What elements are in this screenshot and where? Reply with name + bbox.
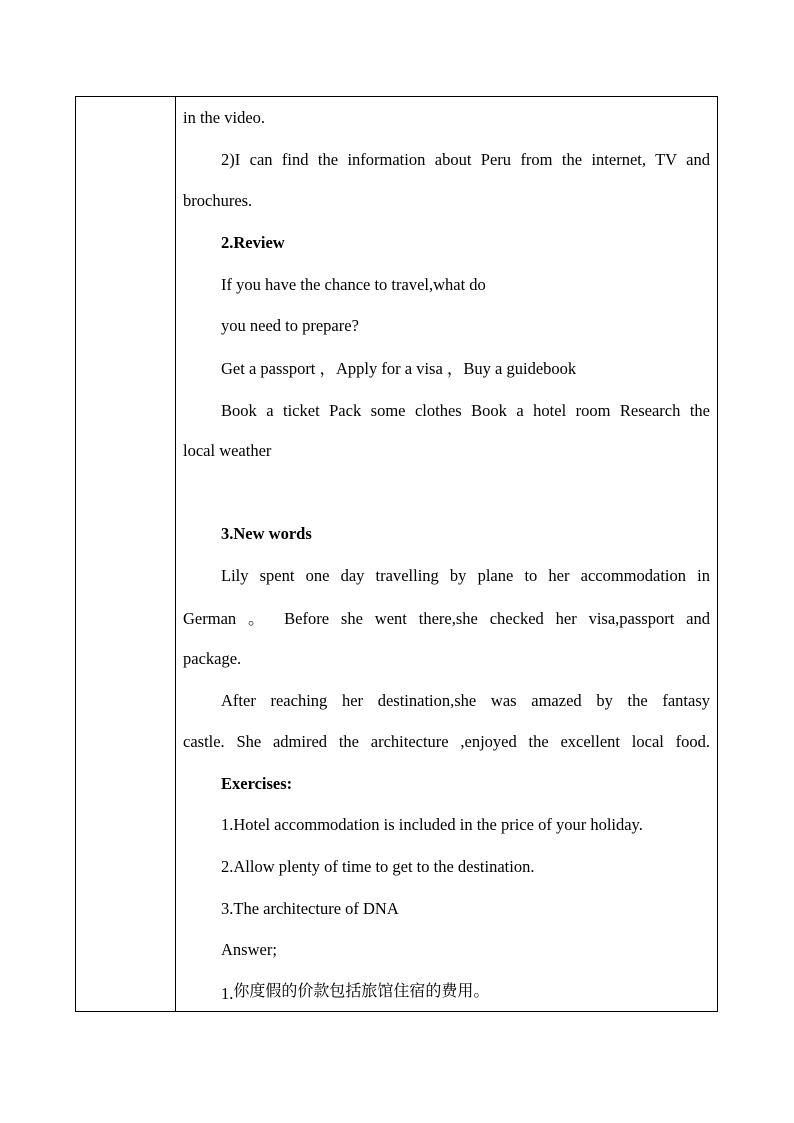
table-content-cell — [177, 97, 717, 1011]
table-left-cell — [76, 97, 176, 1011]
lesson-table — [75, 96, 718, 1012]
review-answer-line: Get a passport ，Apply for a visa ，Buy a guidebook — [221, 359, 577, 378]
new-words-heading: 3.New words — [221, 524, 312, 543]
review-question-line: you need to prepare? — [221, 316, 359, 335]
story-line: castle. She admired the architecture ,enjoyed the excellent local food. — [183, 732, 710, 751]
answer-item — [221, 980, 710, 1002]
exercise-item: 1.Hotel accommodation is included in the price of your holiday. — [221, 815, 643, 834]
review-heading: 2.Review — [221, 233, 285, 252]
exercises-heading: Exercises: — [221, 774, 293, 793]
review-answer-line: Book a ticket Pack some clothes Book a hotel room Research the — [221, 401, 710, 420]
answer-number: 1. — [221, 984, 234, 1003]
story-line: After reaching her destination,she was amazed by the fantasy — [221, 691, 710, 710]
intro-line: 2)I can find the information about Peru from the internet, TV and — [221, 150, 710, 169]
exercise-item: 2.Allow plenty of time to get to the destination. — [221, 857, 535, 876]
review-question-line: If you have the chance to travel,what do — [221, 275, 486, 294]
intro-line: in the video. — [183, 108, 266, 127]
story-line: German 。 Before she went there,she checked her visa,passport and — [183, 609, 710, 628]
review-answer-line: local weather — [183, 441, 272, 460]
exercise-item: 3.The architecture of DNA — [221, 899, 399, 918]
answer-label: Answer; — [221, 940, 277, 959]
story-line: package. — [183, 649, 242, 668]
answer-text: 你度假的价款包括旅馆住宿的费用。 — [233, 981, 490, 1000]
intro-line: brochures. — [183, 191, 253, 210]
story-line: Lily spent one day travelling by plane to her accommodation in — [221, 566, 710, 585]
